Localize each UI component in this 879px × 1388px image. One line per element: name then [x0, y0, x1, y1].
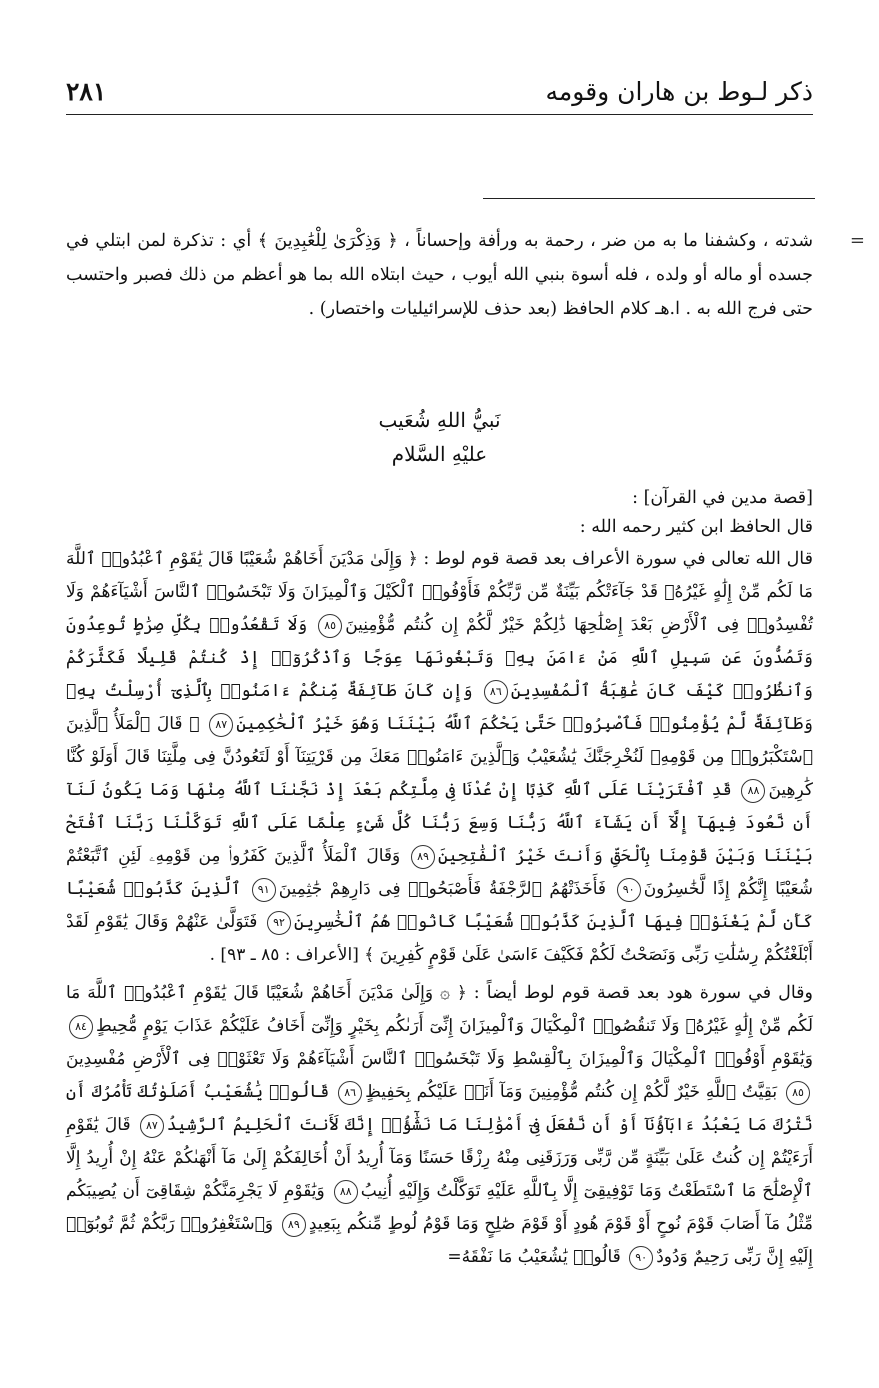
araf-verse-text: وَلَا تَقْعُدُوا۟ بِكُلِّ صِرَٰطٍ تُوعِدُونَ وَتَصُدُّونَ عَن سَبِيلِ ٱللَّهِ مَنْ ءَامَنَ بِهِۦ وَتَبْغُونَهَا عِوَجًا وَٱذْكُرُوٓا۟ إِذْ كُنتُمْ قَلِيلًا فَكَثَّرَكُمْ وَٱنظُرُوا۟ كَيْفَ كَانَ عَٰقِبَةُ ٱلْمُفْسِدِينَ: [66, 615, 814, 701]
hud-intro: وقال في سورة هود بعد قصة قوم لوط أيضاً :: [473, 983, 813, 1003]
hud-verse-number: ٩٠: [629, 1246, 653, 1270]
araf-verse-number: ٨٩: [411, 845, 435, 869]
footnote: [66, 224, 865, 326]
hud-passage: [66, 976, 813, 1274]
araf-verses: [66, 549, 813, 965]
araf-verse-number: ٩١: [252, 878, 276, 902]
hud-verse-text: وَيَٰقَوْمِ أَوْفُوا۟ ٱلْمِكْيَالَ وَٱلْمِيزَانَ بِٱلْقِسْطِ وَلَا تَبْخَسُوا۟ ٱلنَّاسَ أَشْيَآءَهُمْ وَلَا تَعْثَوْا۟ فِى ٱلْأَرْضِ مُفْسِدِينَ: [66, 1049, 813, 1069]
araf-verse-number: ٨٥: [318, 614, 342, 638]
footnote-continuation-mark: =: [849, 230, 865, 251]
araf-verse-number: ٨٨: [741, 779, 765, 803]
chapter-subtitle: عليْهِ السَّلام: [391, 442, 488, 466]
hud-verse-text: قَالَ يَٰقَوْمِ أَرَءَيْتُمْ إِن كُنتُ عَلَىٰ بَيِّنَةٍ مِّن رَّبِّى وَرَزَقَنِى مِنْهُ رِزْقًا حَسَنًا وَمَآ أُرِيدُ أَنْ أُخَالِفَكُمْ إِلَىٰ مَآ أَنْهَىٰكُمْ عَنْهُ إِنْ أُرِيدُ إِلَّا ٱلْإِصْلَٰحَ مَا ٱسْتَطَعْتُ وَمَا تَوْفِيقِىٓ إِلَّا بِٱللَّهِ عَلَيْهِ تَوَكَّلْتُ وَإِلَيْهِ أُنِيبُ: [66, 1115, 813, 1201]
hud-verse-number: ٨٧: [140, 1114, 164, 1138]
araf-verse-number: ٩٠: [617, 878, 641, 902]
hud-verse-text: ﴿ ۞ وَإِلَىٰ مَدْيَنَ أَخَاهُمْ شُعَيْبًا قَالَ يَٰقَوْمِ ٱعْبُدُوا۟ ٱللَّهَ مَا لَكُم مِّنْ إِلَٰهٍ غَيْرُهُۥ وَلَا تَنقُصُوا۟ ٱلْمِكْيَالَ وَٱلْمِيزَانَ إِنِّىٓ أَرَىٰكُم بِخَيْرٍ وَإِنِّىٓ أَخَافُ عَلَيْكُمْ عَذَابَ يَوْمٍ مُّحِيطٍ: [66, 983, 813, 1036]
hud-verse-text: قَالُوا۟ يَٰشُعَيْبُ أَصَلَوٰتُكَ تَأْمُرُكَ أَن نَّتْرُكَ مَا يَعْبُدُ ءَابَآؤُنَآ أَوْ أَن نَّفْعَلَ فِىٓ أَمْوَٰلِنَا مَا نَشَٰٓؤُا۟ إِنَّكَ لَأَنتَ ٱلْحَلِيمُ ٱلرَّشِيدُ: [66, 1082, 814, 1135]
araf-verse-text: وَإِن كَانَ طَآئِفَةٌ مِّنكُمْ ءَامَنُوا۟ بِٱلَّذِىٓ أُرْسِلْتُ بِهِۦ وَطَآئِفَةٌ لَّمْ يُؤْمِنُوا۟ فَٱصْبِرُوا۟ حَتَّىٰ يَحْكُمَ ٱللَّهُ بَيْنَنَا وَهُوَ خَيْرُ ٱلْحَٰكِمِينَ: [66, 681, 813, 734]
hud-verse-number: ٨٤: [69, 1015, 93, 1039]
araf-citation: [الأعراف : ٨٥ ـ ٩٣] .: [209, 945, 359, 965]
main-text: [66, 484, 813, 1274]
araf-verse-text: ٱلَّذِينَ كَذَّبُوا۟ شُعَيْبًا كَأَن لَّمْ يَغْنَوْا۟ فِيهَا ٱلَّذِينَ كَذَّبُوا۟ شُعَيْبًا كَانُوا۟ هُمُ ٱلْخَٰسِرِينَ: [66, 879, 813, 932]
chapter-title: نَبيُّ اللهِ شُعَيب: [378, 408, 501, 432]
araf-verse-number: ٨٦: [484, 680, 508, 704]
araf-verse-number: ٨٧: [209, 713, 233, 737]
araf-verse-number: ٩٢: [267, 911, 291, 935]
hud-verse-text: وَٱسْتَغْفِرُوا۟ رَبَّكُمْ ثُمَّ تُوبُوٓا۟ إِلَيْهِ إِنَّ رَبِّى رَحِيمٌ وَدُودٌ: [66, 1214, 813, 1267]
hud-verse-number: ٨٨: [334, 1180, 358, 1204]
section-heading: [قصة مدين في القرآن] :: [632, 488, 813, 508]
hud-verse-text: قَالُوا۟ يَٰشُعَيْبُ مَا نَفْقَهُ=: [447, 1247, 621, 1267]
footnote-separator: [483, 198, 815, 199]
araf-passage: [66, 542, 813, 972]
footnote-text: شدته ، وكشفنا ما به من ضر ، رحمة به ورأفة وإحساناً ، ﴿ وَذِكْرَىٰ لِلْعَٰبِدِينَ ﴾ أي : تذكرة لمن ابتلي في جسده أو ماله أو ولده ، فله أسوة بنبي الله أيوب ، حيث ابتلاه الله بما هو أعظم من ذلك فصبر واحتسب حتى فرج الله به . ا.هـ كلام الحافظ (بعد حذف للإسرائيليات واختصار) .: [66, 231, 813, 319]
chapter-heading: [0, 404, 879, 472]
hud-verse-number: ٨٦: [338, 1081, 362, 1105]
araf-verse-text: وَقَالَ ٱلْمَلَأُ ٱلَّذِينَ كَفَرُوا۟ مِن قَوْمِهِۦ لَئِنِ ٱتَّبَعْتُمْ شُعَيْبًا إِنَّكُمْ إِذًا لَّخَٰسِرُونَ: [66, 846, 813, 899]
attribution-line: قال الحافظ ابن كثير رحمه الله :: [579, 517, 813, 537]
hud-verse-number: ٨٥: [786, 1081, 810, 1105]
araf-verse-text: قَدِ ٱفْتَرَيْنَا عَلَى ٱللَّهِ كَذِبًا إِنْ عُدْنَا فِى مِلَّتِكُم بَعْدَ إِذْ نَجَّىٰنَا ٱللَّهُ مِنْهَا وَمَا يَكُونُ لَنَآ أَن نَّعُودَ فِيهَآ إِلَّآ أَن يَشَآءَ ٱللَّهُ رَبُّنَا وَسِعَ رَبُّنَا كُلَّ شَىْءٍ عِلْمًا عَلَى ٱللَّهِ تَوَكَّلْنَا رَبَّنَا ٱفْتَحْ بَيْنَنَا وَبَيْنَ قَوْمِنَا بِٱلْحَقِّ وَأَنتَ خَيْرُ ٱلْفَٰتِحِينَ: [66, 780, 813, 866]
araf-verse-text: فَأَخَذَتْهُمُ ٱلرَّجْفَةُ فَأَصْبَحُوا۟ فِى دَارِهِمْ جَٰثِمِينَ: [278, 879, 607, 899]
araf-verse-text: ﴿ وَإِلَىٰ مَدْيَنَ أَخَاهُمْ شُعَيْبًا قَالَ يَٰقَوْمِ ٱعْبُدُوا۟ ٱللَّهَ مَا لَكُم مِّنْ إِلَٰهٍ غَيْرُهُۥ قَدْ جَآءَتْكُم بَيِّنَةٌ مِّن رَّبِّكُمْ فَأَوْفُوا۟ ٱلْكَيْلَ وَٱلْمِيزَانَ وَلَا تَبْخَسُوا۟ ٱلنَّاسَ أَشْيَآءَهُمْ وَلَا تُفْسِدُوا۟ فِى ٱلْأَرْضِ بَعْدَ إِصْلَٰحِهَا ذَٰلِكُمْ خَيْرٌ لَّكُمْ إِن كُنتُم مُّؤْمِنِينَ: [66, 549, 814, 635]
araf-intro: قال الله تعالى في سورة الأعراف بعد قصة قوم لوط :: [423, 549, 814, 569]
page-number: ٢٨١: [66, 77, 107, 106]
hud-verse-number: ٨٩: [282, 1213, 306, 1237]
hud-verse-text: وَيَٰقَوْمِ لَا يَجْرِمَنَّكُمْ شِقَاقِىٓ أَن يُصِيبَكُم مِّثْلُ مَآ أَصَابَ قَوْمَ نُوحٍ أَوْ قَوْمَ هُودٍ أَوْ قَوْمَ صَٰلِحٍ وَمَا قَوْمُ لُوطٍ مِّنكُم بِبَعِيدٍ: [66, 1181, 813, 1234]
running-head: [66, 74, 813, 115]
hud-verses: [66, 983, 813, 1267]
hud-verse-text: بَقِيَّتُ ٱللَّهِ خَيْرٌ لَّكُمْ إِن كُنتُم مُّؤْمِنِينَ وَمَآ أَنَا۠ عَلَيْكُم بِحَفِيظٍ: [365, 1082, 778, 1102]
running-title: ذكر لـوط بن هاران وقومه: [545, 77, 813, 106]
araf-verse-text: ۞ قَالَ ٱلْمَلَأُ ٱلَّذِينَ ٱسْتَكْبَرُوا۟ مِن قَوْمِهِۦ لَنُخْرِجَنَّكَ يَٰشُعَيْبُ وَٱلَّذِينَ ءَامَنُوا۟ مَعَكَ مِن قَرْيَتِنَآ أَوْ لَتَعُودُنَّ فِى مِلَّتِنَا قَالَ أَوَلَوْ كُنَّا كَٰرِهِينَ: [66, 714, 813, 800]
araf-verse-text: فَتَوَلَّىٰ عَنْهُمْ وَقَالَ يَٰقَوْمِ لَقَدْ أَبْلَغْتُكُمْ رِسَٰلَٰتِ رَبِّى وَنَصَحْتُ لَكُمْ فَكَيْفَ ءَاسَىٰ عَلَىٰ قَوْمٍ كَٰفِرِينَ ﴾: [66, 912, 813, 965]
